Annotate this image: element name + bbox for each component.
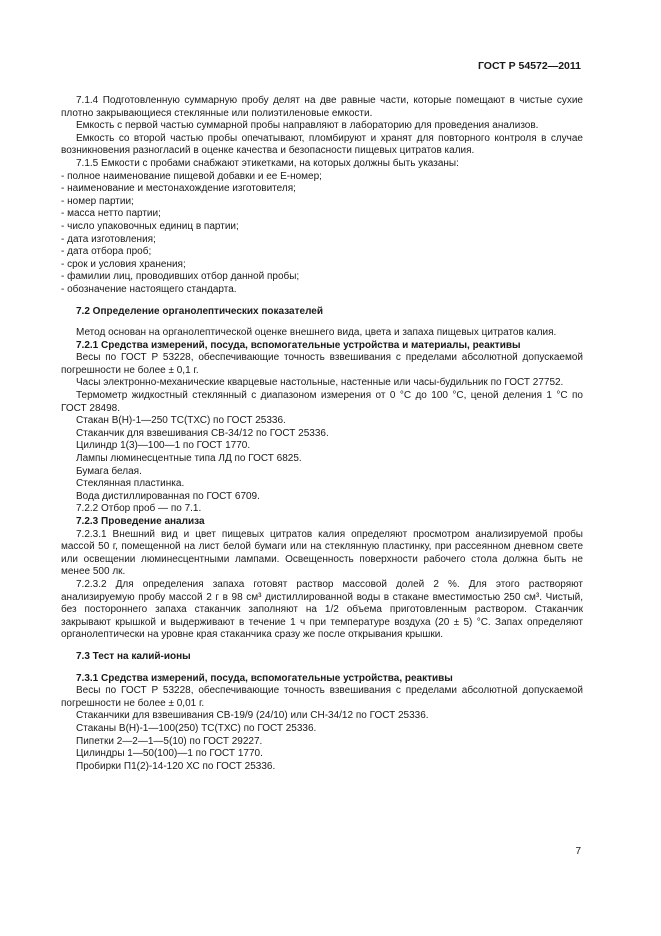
paragraph: Бумага белая.: [76, 465, 142, 477]
paragraph: Метод основан на органолептической оценке внешнего вида, цвета и запаха пищевых цитратов калия.: [76, 327, 557, 339]
paragraph: 7.1.4 Подготовленную суммарную пробу делят на две равные части, которые помещают в чистые сухие плотно закрывающиеся стеклянные или полиэтиленовые емкости.: [61, 95, 583, 119]
paragraph: - дата отбора проб;: [61, 246, 152, 258]
paragraph: Часы электронно-механические кварцевые настольные, настенные или часы-будильник по ГОСТ 27752.: [76, 377, 564, 389]
paragraph: - обозначение настоящего стандарта.: [61, 283, 237, 295]
paragraph: Пипетки 2—2—1—5(10) по ГОСТ 29227.: [76, 735, 263, 747]
paragraph: Емкость с первой частью суммарной пробы направляют в лабораторию для проведения анализов.: [76, 120, 539, 132]
paragraph: 7.1.5 Емкости с пробами снабжают этикетками, на которых должны быть указаны:: [76, 157, 459, 169]
paragraph: Цилиндр 1(3)—100—1 по ГОСТ 1770.: [76, 440, 251, 452]
paragraph: - полное наименование пищевой добавки и ее Е-номер;: [61, 170, 322, 182]
paragraph: - наименование и местонахождение изготовителя;: [61, 183, 296, 195]
paragraph: - масса нетто партии;: [61, 208, 161, 220]
paragraph: Стаканы В(Н)-1—100(250) ТС(ТХС) по ГОСТ 25336.: [76, 722, 317, 734]
paragraph: - число упаковочных единиц в партии;: [61, 220, 239, 232]
paragraph: 7.2.3.1 Внешний вид и цвет пищевых цитратов калия определяют просмотром анализируемой пробы массой 50 г, помещенной на лист белой бумаги или на стеклянную пластинку, при рассеянном дневном свете или освещении люминесцентными лампами. Освещенность поверхности рабочего стола должна быть не менее 500 лк.: [61, 528, 583, 578]
paragraph: 7.3 Тест на калий-ионы: [76, 650, 191, 662]
paragraph: 7.2.3 Проведение анализа: [76, 516, 205, 527]
paragraph: Емкость со второй частью пробы опечатывают, пломбируют и хранят для повторного контроля в случае возникновения разногласий в оценке качества и безопасности пищевых цитратов калия.: [61, 132, 583, 157]
paragraph: 7.2 Определение органолептических показателей: [76, 305, 324, 317]
paragraph: Стеклянная пластинка.: [76, 478, 185, 490]
paragraph: Стаканчик для взвешивания СВ-34/12 по ГОСТ 25336.: [76, 427, 329, 439]
document-header: ГОСТ Р 54572—2011: [477, 60, 581, 72]
paragraph: 7.2.2 Отбор проб — по 7.1.: [76, 503, 202, 515]
paragraph: Цилиндры 1—50(100)—1 по ГОСТ 1770.: [76, 748, 263, 760]
paragraph: Стакан В(Н)-1—250 ТС(ТХС) по ГОСТ 25336.: [76, 415, 286, 427]
paragraph: Вода дистиллированная по ГОСТ 6709.: [76, 490, 260, 502]
paragraph: 7.2.1 Средства измерений, посуда, вспомогательные устройства и материалы, реактивы: [76, 339, 521, 351]
paragraph: Стаканчики для взвешивания СВ-19/9 (24/10) или СН-34/12 по ГОСТ 25336.: [76, 710, 429, 722]
paragraph: - срок и условия хранения;: [61, 258, 186, 270]
paragraph: Пробирки П1(2)-14-120 ХС по ГОСТ 25336.: [76, 760, 276, 772]
paragraph: Лампы люминесцентные типа ЛД по ГОСТ 6825.: [76, 453, 302, 465]
paragraph: Весы по ГОСТ Р 53228, обеспечивающие точность взвешивания с пределами абсолютной допускаемой погрешности не более ± 0,01 г.: [61, 685, 583, 709]
paragraph: 7.2.3.2 Для определения запаха готовят раствор массовой долей 2 %. Для этого растворяют анализируемую пробу массой 2 г в 98 см³ дистиллированной воды в стакане вместимостью 250 см³. Чистый, без постороннего запаха стаканчик заполняют на 1/2 объема приготовленным раствором. Стаканчик закрывают крышкой и выдерживают в течение 1 ч при температуре воздуха (20 ± 5) °С. Запах определяют органолептически на уровне края стаканчика сразу же после открывания крышки.: [61, 578, 583, 641]
document-body: [61, 95, 583, 773]
paragraph: Весы по ГОСТ Р 53228, обеспечивающие точность взвешивания с пределами абсолютной допускаемой погрешности не более ± 0,1 г.: [61, 352, 583, 376]
paragraph: - дата изготовления;: [61, 233, 156, 245]
page-number: 7: [575, 846, 581, 857]
paragraph: - фамилии лиц, проводивших отбор данной пробы;: [61, 271, 300, 283]
paragraph: Термометр жидкостный стеклянный с диапазоном измерения от 0 °С до 100 °С, ценой деления 1 °С по ГОСТ 28498.: [61, 390, 583, 414]
paragraph: 7.3.1 Средства измерений, посуда, вспомогательные устройства, реактивы: [76, 672, 453, 684]
paragraph: - номер партии;: [61, 195, 134, 207]
